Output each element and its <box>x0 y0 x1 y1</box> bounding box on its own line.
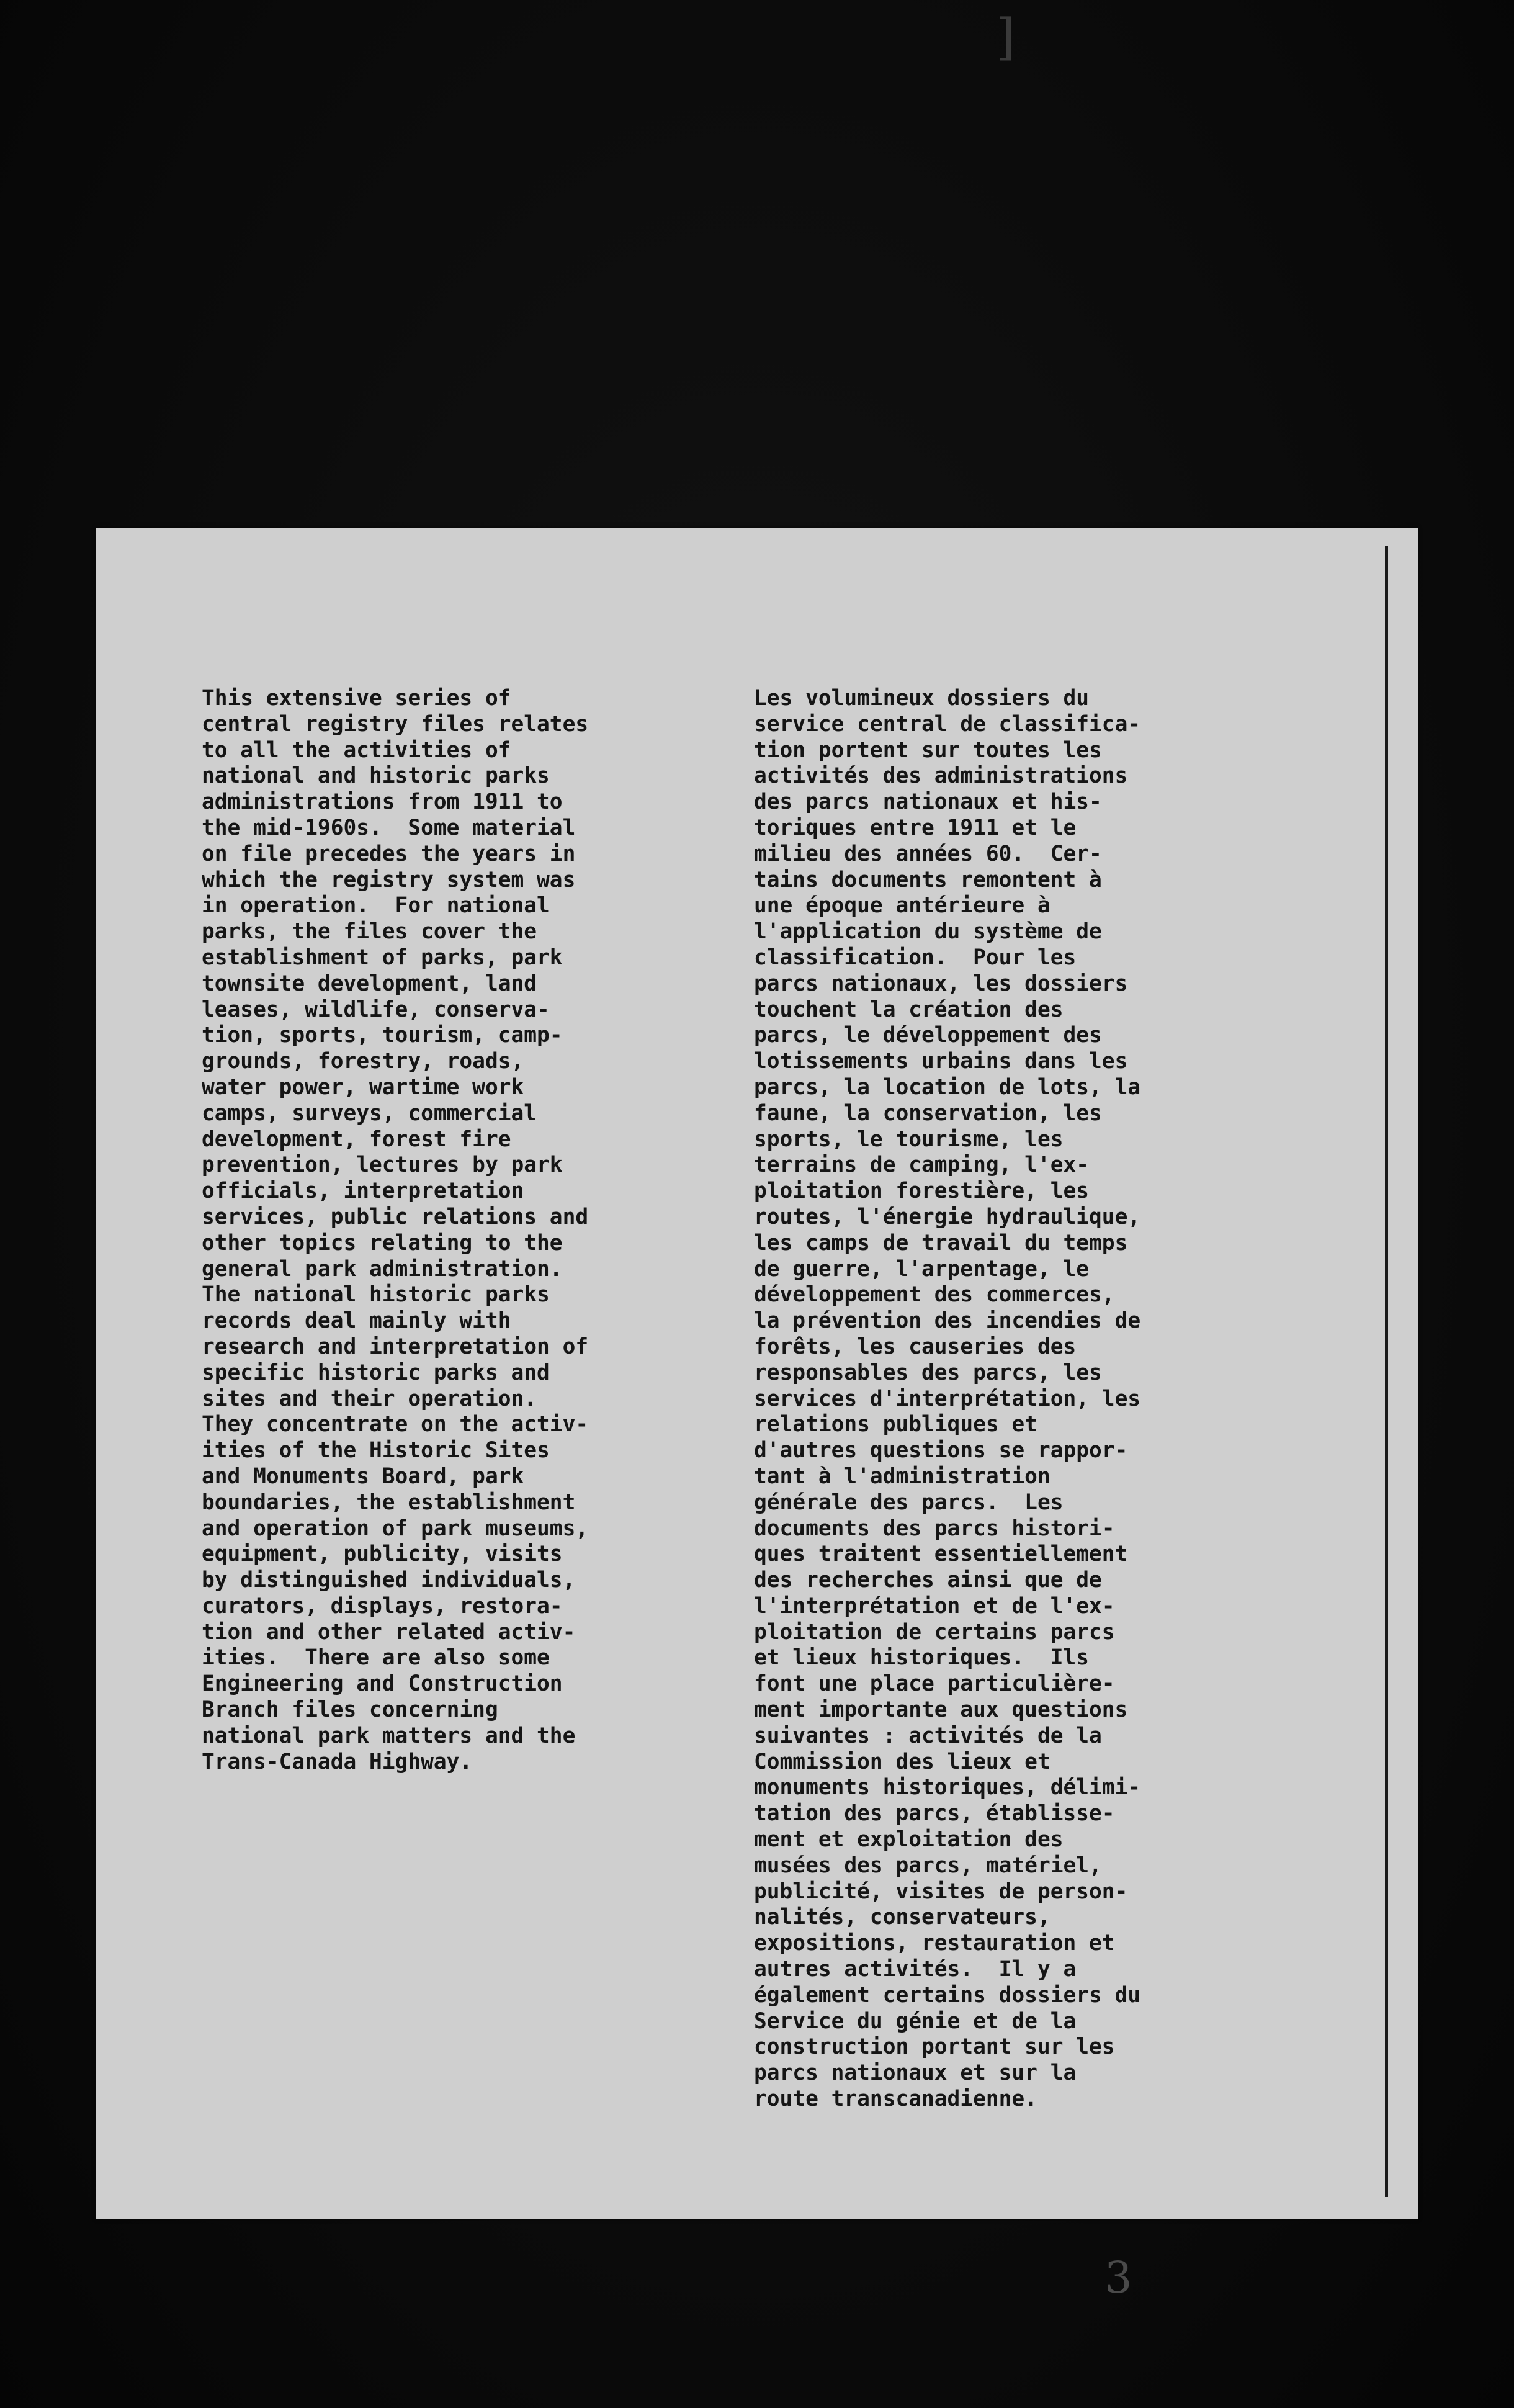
french-description-column: Les volumineux dossiers du service central de classifica- tion portent sur toutes les activités des administrations des parcs nationaux et his- toriques entre 1911 et le milieu des années 60. Cer- tains documents remontent à une époque antérieure à l'application du système de classification. Pour les parcs nationaux, les dossiers touchent la création des parcs, le développement des lotissements urbains dans les parcs, la location de lots, la faune, la conservation, les sports, le tourisme, les terrains de camping, l'ex- ploitation forestière, les routes, l'énergie hydraulique, les camps de travail du temps de guerre, l'arpentage, le développement des commerces, la prévention des incendies de forêts, les causeries des responsables des parcs, les services d'interprétation, les relations publiques et d'autres questions se rappor- tant à l'administration générale des parcs. Les documents des parcs histori- ques traitent essentiellement des recherches ainsi que de l'interprétation et de l'ex- ploitation de certains parcs et lieux historiques. Ils font une place particulière- ment importante aux questions suivantes : activités de la Commission des lieux et monuments historiques, délimi- tation des parcs, établisse- ment et exploitation des musées des parcs, matériel, publicité, visites de person- nalités, conservateurs, expositions, restauration et autres activités. Il y a également certains dossiers du Service du génie et de la construction portant sur les parcs nationaux et sur la route transcanadienne. <box>754 686 1141 2112</box>
english-description-column: This extensive series of central registry files relates to all the activities of national and historic parks administrations from 1911 to the mid-1960s. Some material on file precedes the years in which the registry system was in operation. For national parks, the files cover the establishment of parks, park townsite development, land leases, wildlife, conserva- tion, sports, tourism, camp- grounds, forestry, roads, water power, wartime work camps, surveys, commercial development, forest fire prevention, lectures by park officials, interpretation services, public relations and other topics relating to the general park administration. The national historic parks records deal mainly with research and interpretation of specific historic parks and sites and their operation. They concentrate on the activ- ities of the Historic Sites and Monuments Board, park boundaries, the establishment and operation of park museums, equipment, publicity, visits by distinguished individuals, curators, displays, restora- tion and other related activ- ities. There are also some Engineering and Construction Branch files concerning national park matters and the Trans-Canada Highway. <box>202 686 589 1774</box>
top-corner-mark: ] <box>996 8 1016 66</box>
handwritten-page-mark: 3 <box>1104 2252 1132 2303</box>
right-margin-rule <box>1385 546 1388 2197</box>
